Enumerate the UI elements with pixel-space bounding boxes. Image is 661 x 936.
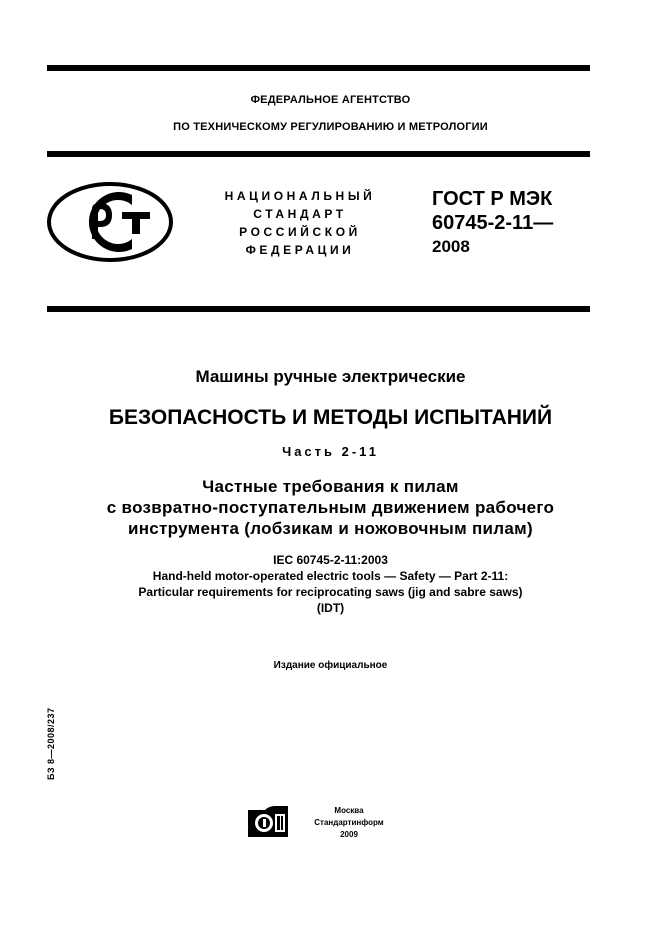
national-line-3: РОССИЙСКОЙ	[239, 225, 361, 239]
header-divider	[47, 151, 590, 157]
document-subtitle: Машины ручные электрические	[195, 367, 466, 386]
publisher-city: Москва	[334, 806, 364, 815]
iec-equivalence: (IDT)	[316, 601, 345, 615]
standartinform-logo-icon	[247, 806, 289, 838]
block-divider	[47, 306, 590, 312]
description-line-2: с возвратно-поступательным движением рабочего	[106, 498, 555, 517]
side-code: БЗ 8—2008/237	[46, 707, 56, 780]
iec-title-line-1: Hand-held motor-operated electric tools — Safety — Part 2-11:	[152, 569, 509, 583]
document-main-title: БЕЗОПАСНОСТЬ И МЕТОДЫ ИСПЫТАНИЙ	[108, 406, 553, 429]
publisher-imprint	[304, 805, 394, 841]
document-description	[0, 476, 661, 539]
national-line-1: НАЦИОНАЛЬНЫЙ	[224, 189, 376, 203]
agency-line-2: ПО ТЕХНИЧЕСКОМУ РЕГУЛИРОВАНИЮ И МЕТРОЛОГИИ	[173, 121, 488, 133]
designation-line-1: ГОСТ Р МЭК	[432, 188, 553, 210]
designation-line-3: 2008	[432, 237, 470, 256]
gost-r-logo-icon	[46, 181, 174, 263]
international-reference-block	[0, 552, 661, 616]
top-divider	[47, 65, 590, 71]
national-line-2: СТАНДАРТ	[253, 207, 347, 221]
agency-line-1: ФЕДЕРАЛЬНОЕ АГЕНТСТВО	[250, 94, 411, 106]
iec-title-line-2: Particular requirements for reciprocating saws (jig and sabre saws)	[138, 585, 523, 599]
iec-reference: IEC 60745-2-11:2003	[273, 553, 388, 567]
designation-line-2: 60745-2-11—	[432, 212, 554, 234]
standard-designation	[432, 187, 553, 259]
national-standard-label	[200, 187, 400, 259]
publisher-name: Стандартинформ	[314, 818, 384, 827]
national-line-4: ФЕДЕРАЦИИ	[245, 243, 355, 257]
edition-label: Издание официальное	[273, 660, 388, 671]
description-line-1: Частные требования к пилам	[202, 477, 459, 496]
description-line-3: инструмента (лобзикам и ножовочным пилам)	[127, 519, 534, 538]
document-part: Часть 2-11	[282, 444, 379, 459]
publisher-year: 2009	[340, 830, 358, 839]
